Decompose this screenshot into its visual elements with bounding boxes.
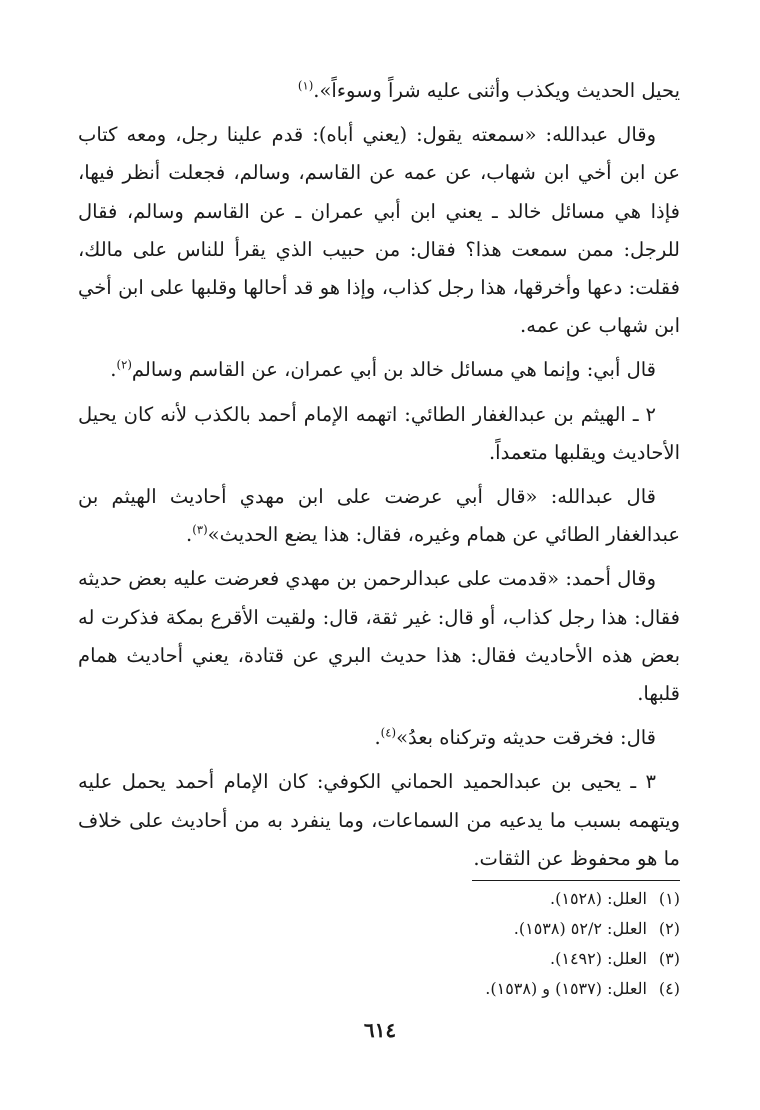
footnotes bbox=[300, 884, 680, 1004]
footnote-text: العلل: (١٥٢٨). bbox=[550, 889, 647, 908]
paragraph-3: قال أبي: وإنما هي مسائل خالد بن أبي عمران، عن القاسم وسالم$^{(٢)}$. bbox=[110, 357, 656, 382]
paragraph-4: ٢ ـ الهيثم بن عبدالغفار الطائي: اتهمه الإمام أحمد بالكذب لأنه كان يحيل الأحاديث ويقلبها متعمداً. bbox=[78, 402, 680, 464]
footnote-text: العلل: (١٤٩٢). bbox=[550, 949, 647, 968]
footnote-number: (١) bbox=[658, 889, 680, 908]
footnote-4 bbox=[300, 974, 680, 1004]
footnote-text: العلل: ٥٢/٢ (١٥٣٨). bbox=[513, 919, 647, 938]
footnote-1 bbox=[300, 884, 680, 914]
page-number: ٦١٤ bbox=[363, 1018, 397, 1042]
footnote-marker-3: (٣) bbox=[192, 522, 208, 537]
footnote-number: (٢) bbox=[658, 919, 680, 938]
paragraph-7: قال: فخرقت حديثه وتركناه بعدُ»$^{(٤)}$. bbox=[374, 725, 656, 750]
paragraph-5: قال عبدالله: «قال أبي عرضت على ابن مهدي أحاديث الهيثم بن عبدالغفار الطائي عن همام وغيره، فقال: هذا يضع الحديث»$^{(٣)}$. bbox=[78, 485, 680, 547]
main-text bbox=[78, 72, 680, 884]
paragraph-6: وقال أحمد: «قدمت على عبدالرحمن بن مهدي فعرضت عليه بعض حديثه فقال: هذا رجل كذاب، أو قال: غير ثقة، قال: ولقيت الأقرع بمكة فذكرت له بعض هذه الأحاديث فقال: هذا حديث البري عن قتادة، يعني أحاديث همام قلبها. bbox=[78, 567, 680, 706]
footnote-text: العلل: (١٥٣٧) و (١٥٣٨). bbox=[485, 979, 647, 998]
footnote-number: (٤) bbox=[658, 979, 680, 998]
paragraph-2: وقال عبدالله: «سمعته يقول: (يعني أباه): قدم علينا رجل، ومعه كتاب عن ابن أخي ابن شهاب، عن عمه عن القاسم، وسالم، فجعلت أنظر فيها، فإذا هي مسائل خالد ـ يعني ابن أبي عمران ـ عن القاسم وسالم، فقال للرجل: ممن سمعت هذا؟ فقال: من حبيب الذي يقرأ للناس على مالك، فقلت: دعها وأخرقها، هذا رجل كذاب، وإذا هو قد أحالها وقلبها على ابن أخي ابن شهاب عن عمه. bbox=[78, 123, 680, 338]
footnote-2 bbox=[300, 914, 680, 944]
footnote-separator bbox=[472, 880, 680, 881]
footnote-marker-1: (١) bbox=[297, 78, 314, 93]
paragraph-8: ٣ ـ يحيى بن عبدالحميد الحماني الكوفي: كان الإمام أحمد يحمل عليه ويتهمه بسبب ما يدعيه من السماعات، وما ينفرد به من أحاديث على خلاف ما هو محفوظ عن الثقات. bbox=[78, 770, 680, 870]
footnote-number: (٣) bbox=[658, 949, 680, 968]
footnote-marker-2: (٢) bbox=[116, 357, 132, 372]
paragraph-1: يحيل الحديث ويكذب وأثنى عليه شراً وسوءاً».$^{(١)}$ bbox=[297, 78, 680, 102]
footnote-marker-4: (٤) bbox=[380, 725, 397, 740]
footnote-3 bbox=[300, 944, 680, 974]
